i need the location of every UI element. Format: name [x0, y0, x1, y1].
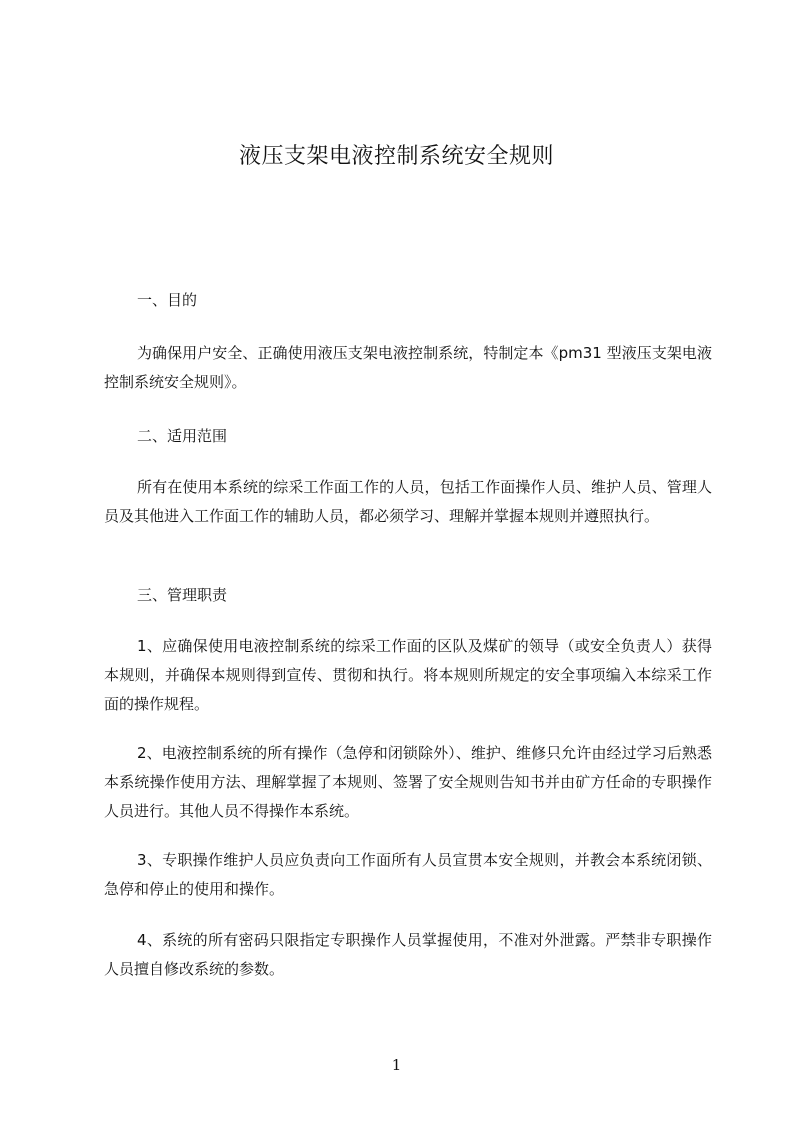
page-number: 1: [391, 1056, 402, 1074]
section-heading-scope: 二、适用范围: [137, 427, 228, 445]
section-heading-purpose: 一、目的: [137, 291, 198, 309]
responsibility-item-1: 1、应确保使用电液控制系统的综采工作面的区队及煤矿的领导（或安全负责人）获得本规则，并确保本规则得到宣传、贯彻和执行。将本规则所规定的安全事项编入本综采工作面的操作规程。: [104, 637, 712, 713]
paragraph-scope: 所有在使用本系统的综采工作面工作的人员，包括工作面操作人员、维护人员、管理人员及其他进入工作面工作的辅助人员，都必须学习、理解并掌握本规则并遵照执行。: [104, 478, 712, 525]
document-title: 液压支架电液控制系统安全规则: [238, 144, 554, 169]
section-heading-responsibility: 三、管理职责: [137, 586, 228, 604]
responsibility-item-4: 4、系统的所有密码只限指定专职操作人员掌握使用，不准对外泄露。严禁非专职操作人员擅自修改系统的参数。: [104, 931, 712, 978]
responsibility-item-3: 3、专职操作维护人员应负责向工作面所有人员宣贯本安全规则，并教会本系统闭锁、急停和停止的使用和操作。: [104, 851, 712, 898]
responsibility-item-2: 2、电液控制系统的所有操作（急停和闭锁除外）、维护、维修只允许由经过学习后熟悉本系统操作使用方法、理解掌握了本规则、签署了安全规则告知书并由矿方任命的专职操作人员进行。其他人员不得操作本系统。: [104, 744, 712, 820]
paragraph-purpose: 为确保用户安全、正确使用液压支架电液控制系统，特制定本《pm31 型液压支架电液控制系统安全规则》。: [104, 344, 712, 391]
